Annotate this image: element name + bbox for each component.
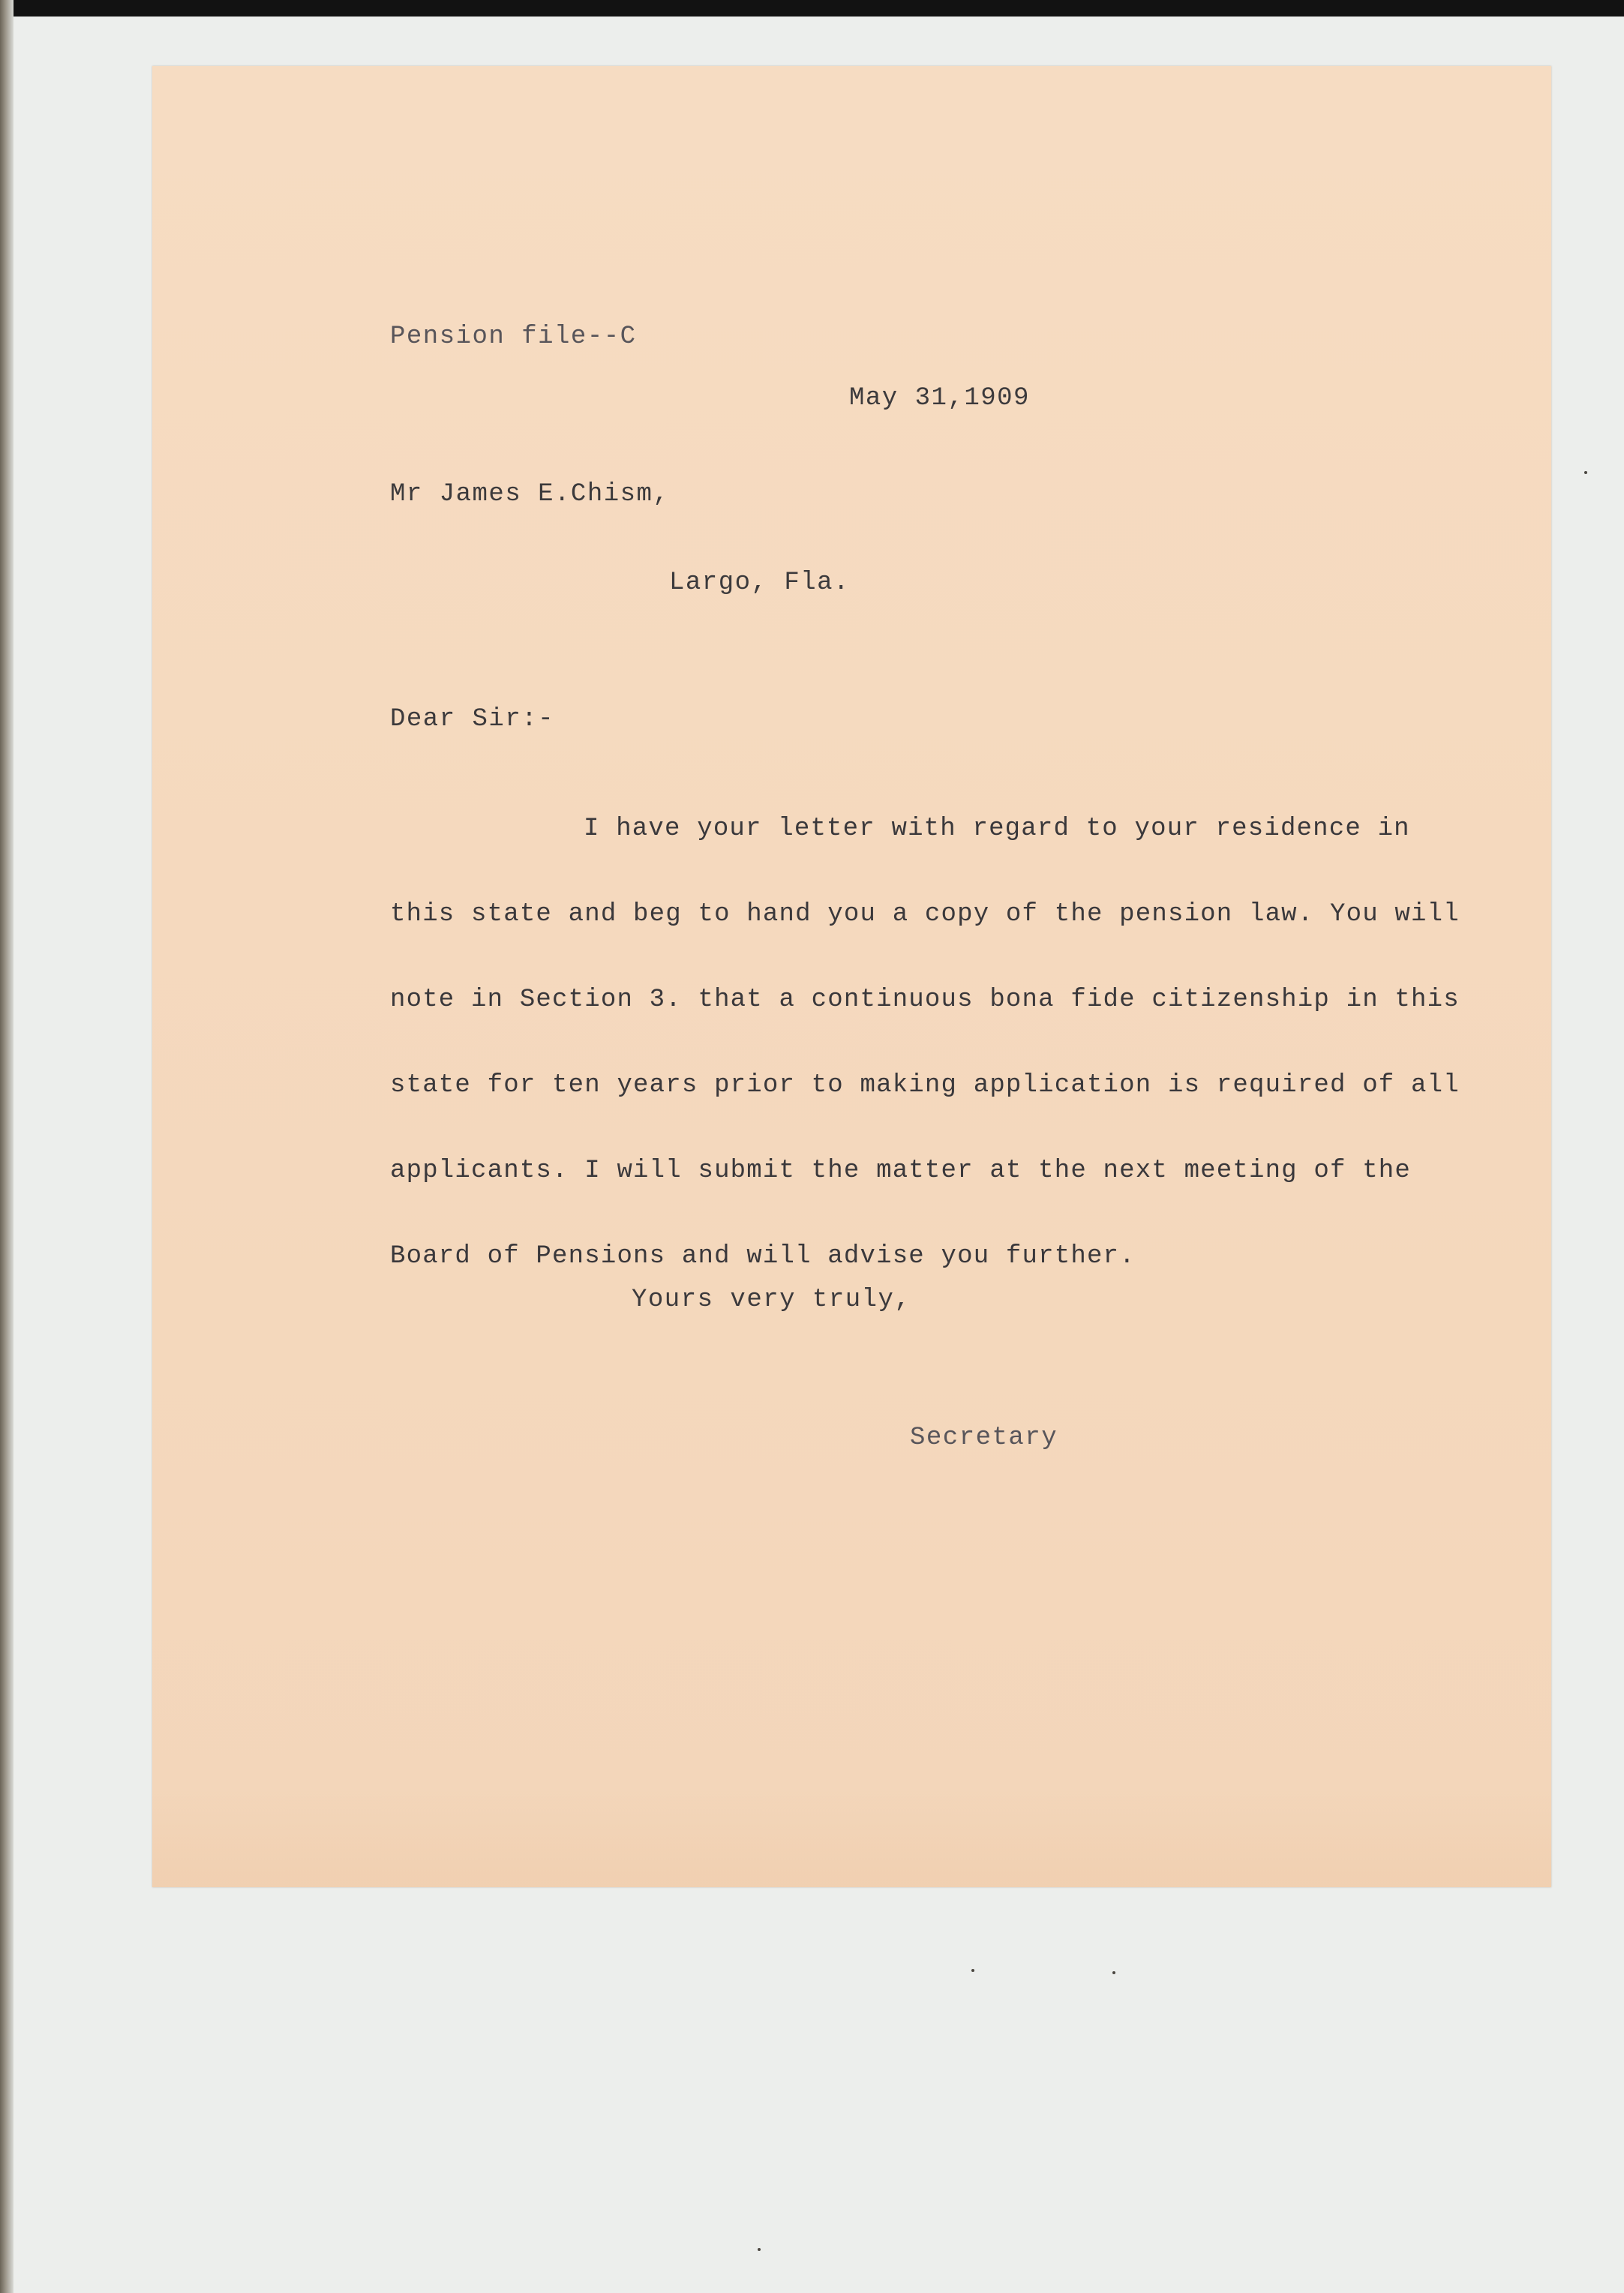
scan-speck — [1112, 1971, 1115, 1974]
body-line: applicants. I will submit the matter at the next meeting of the — [390, 1157, 1412, 1185]
scan-speck — [971, 1969, 974, 1972]
body-line: this state and beg to hand you a copy of the pension law. You will — [390, 900, 1460, 929]
scan-left-edge — [0, 0, 14, 2293]
body-line: state for ten years prior to making application is required of all — [390, 1071, 1460, 1100]
body-line: I have your letter with regard to your residence in — [584, 815, 1410, 843]
letter-date: May 31,1909 — [849, 384, 1030, 413]
scan-speck — [758, 2248, 761, 2251]
scan-top-edge — [0, 0, 1624, 17]
scan-speck — [1584, 471, 1587, 474]
body-line: Board of Pensions and will advise you further. — [390, 1242, 1136, 1271]
signature-title: Secretary — [910, 1424, 1058, 1452]
recipient-address: Largo, Fla. — [669, 569, 850, 597]
file-reference: Pension file--C — [390, 323, 637, 351]
body-line: note in Section 3. that a continuous bona fide citizenship in this — [390, 986, 1460, 1014]
recipient-name: Mr James E.Chism, — [390, 480, 670, 509]
letter-body — [390, 786, 1515, 1299]
salutation: Dear Sir:- — [390, 705, 555, 734]
closing: Yours very truly, — [632, 1286, 911, 1314]
